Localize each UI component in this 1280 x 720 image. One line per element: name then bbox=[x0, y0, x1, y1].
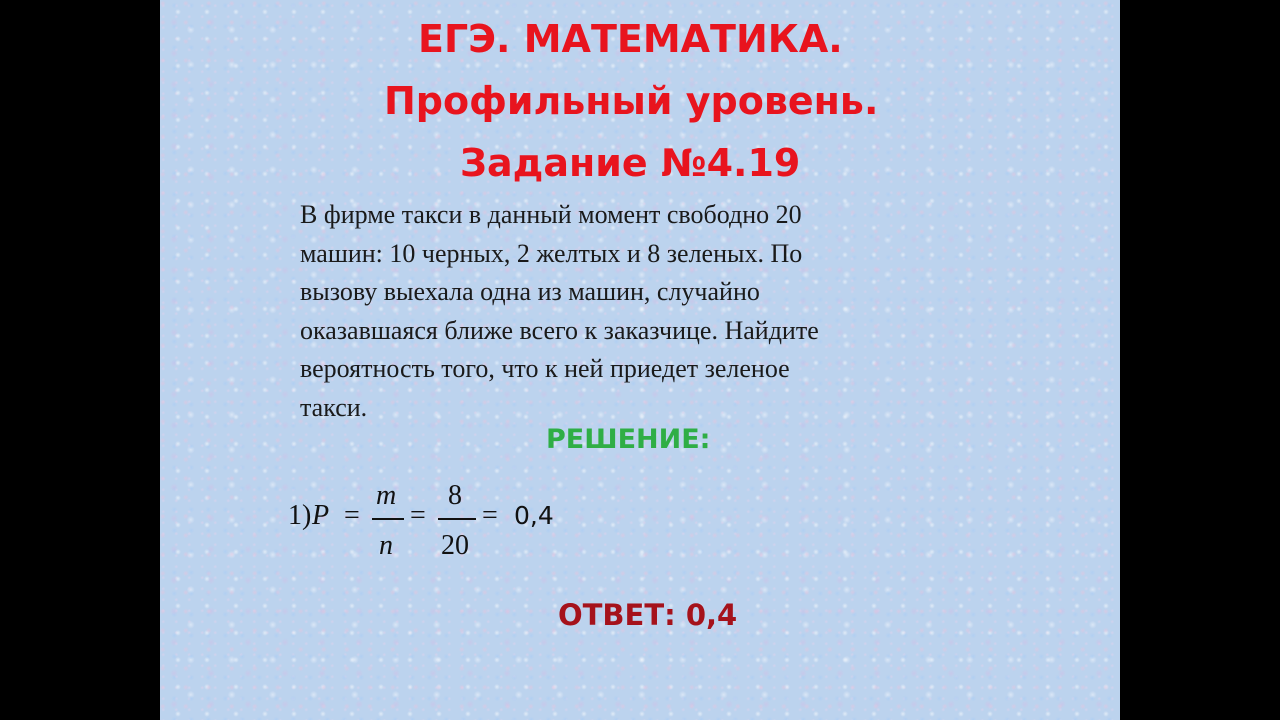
formula-step: 1) bbox=[288, 500, 312, 531]
fraction-1-numerator: m bbox=[376, 480, 397, 511]
slide bbox=[160, 0, 1120, 720]
fraction-2-numerator: 8 bbox=[448, 480, 462, 511]
fraction-1-bar bbox=[372, 518, 404, 520]
title-line-1: ЕГЭ. МАТЕМАТИКА. bbox=[418, 17, 843, 61]
formula-equals-2: = bbox=[410, 500, 426, 531]
fraction-2-denominator: 20 bbox=[441, 530, 469, 561]
formula-equals-1: = bbox=[344, 500, 360, 531]
formula-lhs: P bbox=[312, 500, 330, 531]
solution-label: РЕШЕНИЕ: bbox=[546, 424, 711, 455]
fraction-1-denominator: n bbox=[379, 530, 393, 561]
formula-equals-3: = bbox=[482, 500, 498, 531]
problem-text: В фирме такси в данный момент свободно 20 машин: 10 черных, 2 желтых и 8 зеленых. По вызову выехала одна из машин, случайно оказавшаяся ближе всего к заказчице. Найдите вероятность того, что к ней приедет зеленое такси. bbox=[300, 200, 819, 422]
title-line-2: Профильный уровень. bbox=[384, 79, 879, 123]
fraction-2-bar bbox=[438, 518, 476, 520]
formula-result: 0,4 bbox=[514, 501, 554, 530]
title-line-3: Задание №4.19 bbox=[460, 141, 801, 185]
answer-text: ОТВЕТ: 0,4 bbox=[558, 598, 738, 632]
